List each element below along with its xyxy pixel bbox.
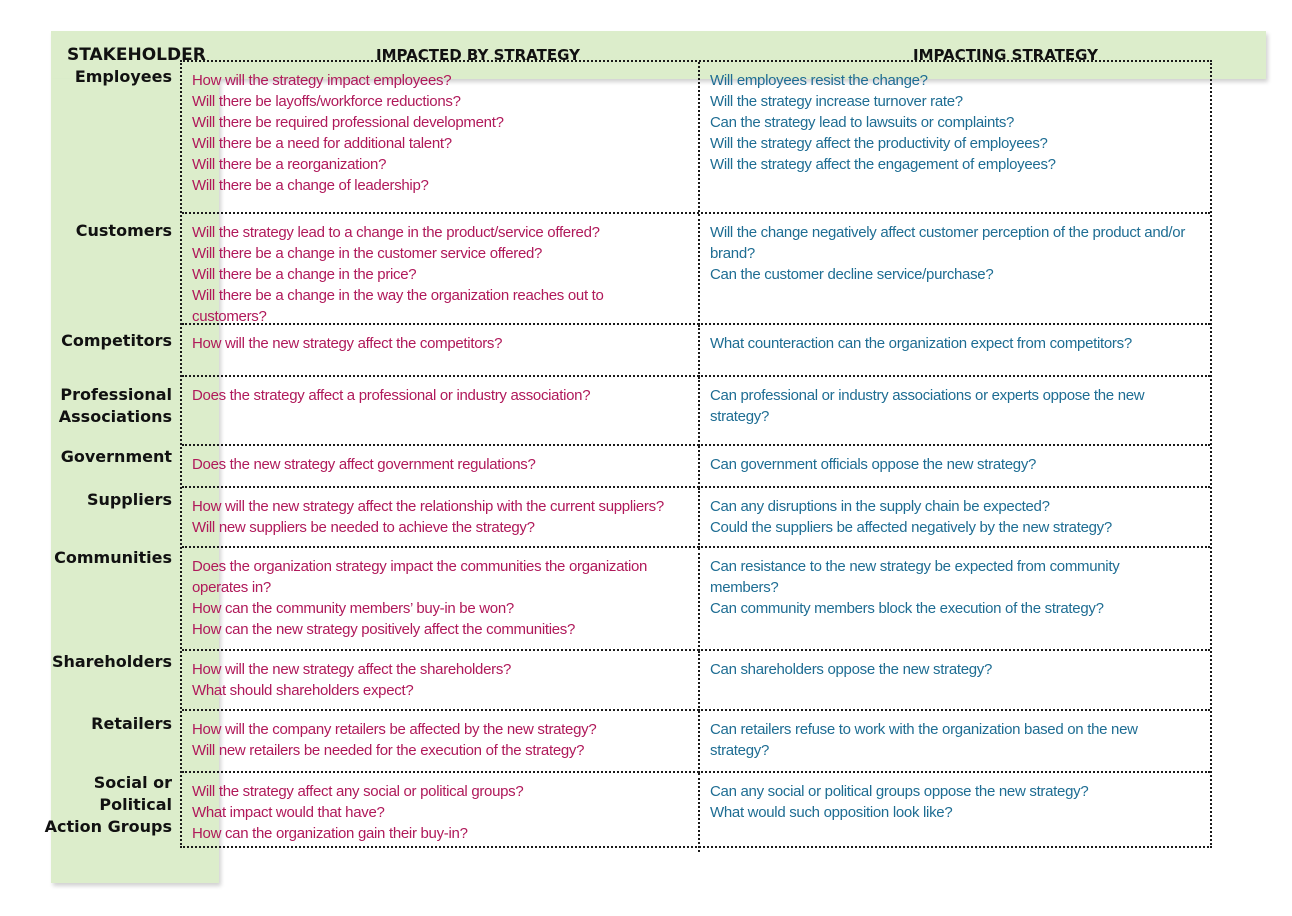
stakeholder-label: Government	[60, 447, 172, 466]
question-item: Can community members block the execution of the strategy?	[710, 600, 1104, 617]
question-item: How will the new strategy affect the competitors?	[192, 335, 503, 352]
impacted-question-list	[182, 62, 698, 196]
stakeholder-label: Retailers	[91, 714, 172, 733]
impacting-cell	[700, 446, 1214, 488]
question-item: Will the strategy lead to a change in the product/service offered?	[192, 224, 600, 241]
stakeholder-label: Customers	[75, 221, 172, 240]
stakeholder-label: Communities	[54, 548, 172, 567]
impacting-cell	[700, 214, 1214, 325]
question-item: How will the company retailers be affected by the new strategy?	[192, 721, 597, 738]
impacted-question-list	[182, 773, 698, 844]
table-row	[75, 212, 1210, 325]
table-row	[86, 486, 1210, 548]
impacting-question-list	[700, 62, 1214, 175]
question-item: Can shareholders oppose the new strategy?	[710, 661, 993, 678]
table-row	[74, 62, 1210, 212]
impacting-question-list	[700, 651, 1214, 680]
header-impacted: IMPACTED BY STRATEGY	[376, 46, 580, 64]
question-item: Will new retailers be needed for the execution of the strategy?	[192, 742, 585, 759]
impacting-question-list	[700, 488, 1214, 538]
question-item: What impact would that have?	[192, 804, 385, 821]
question-item: How will the new strategy affect the shareholders?	[192, 661, 512, 678]
question-item: What would such opposition look like?	[710, 804, 953, 821]
question-item: Does the organization strategy impact the communities the organization operates in?	[192, 558, 648, 596]
question-item: Will the change negatively affect customer perception of the product and/or brand?	[710, 224, 1186, 262]
question-item: How can the organization gain their buy-in?	[192, 825, 468, 842]
stakeholder-label: Suppliers	[86, 490, 172, 509]
question-item: Will employees resist the change?	[710, 72, 928, 89]
impacted-cell	[182, 548, 700, 651]
table-row	[54, 546, 1210, 651]
question-item: Will there be a change in the way the organization reaches out to customers?	[192, 287, 604, 325]
question-item: Will there be a change of leadership?	[192, 177, 429, 194]
impacting-cell	[700, 711, 1214, 773]
question-item: What counteraction can the organization expect from competitors?	[710, 335, 1132, 352]
impacted-cell	[182, 488, 700, 548]
table-row	[51, 649, 1210, 711]
impacting-question-list	[700, 711, 1214, 761]
impacting-cell	[700, 548, 1214, 651]
impacted-question-list	[182, 446, 698, 475]
impacting-question-list	[700, 214, 1214, 285]
table-row	[58, 375, 1210, 446]
question-item: Will the strategy affect the productivity of employees?	[710, 135, 1048, 152]
impacted-cell	[182, 214, 700, 325]
question-item: Will new suppliers be needed to achieve the strategy?	[192, 519, 535, 536]
question-item: Will there be layoffs/workforce reductions?	[192, 93, 461, 110]
impacted-cell	[182, 711, 700, 773]
question-item: Will there be required professional development?	[192, 114, 504, 131]
question-item: How will the strategy impact employees?	[192, 72, 452, 89]
table-row	[61, 323, 1210, 377]
stakeholder-label: Employees	[74, 67, 172, 86]
impacting-cell	[700, 377, 1214, 446]
question-item: Will there be a change in the customer service offered?	[192, 245, 543, 262]
impacting-cell	[700, 488, 1214, 548]
question-item: Will the strategy increase turnover rate?	[710, 93, 963, 110]
question-grid	[44, 60, 1212, 848]
table-row	[44, 771, 1210, 852]
impacting-question-list	[700, 325, 1214, 354]
impacted-question-list	[182, 377, 698, 406]
impacting-question-list	[700, 773, 1214, 823]
question-item: Can any disruptions in the supply chain be expected?	[710, 498, 1050, 515]
impacting-cell	[700, 651, 1214, 711]
impacting-question-list	[700, 377, 1214, 427]
impacted-question-list	[182, 651, 698, 701]
impacted-cell	[182, 773, 700, 852]
impacting-cell	[700, 325, 1214, 377]
question-item: How can the community members’ buy-in be won?	[192, 600, 514, 617]
impacted-question-list	[182, 214, 698, 327]
stakeholder-label: Social or Political Action Groups	[44, 773, 172, 836]
question-item: Does the strategy affect a professional or industry association?	[192, 387, 591, 404]
question-item: Can any social or political groups oppose the new strategy?	[710, 783, 1089, 800]
question-item: Will the strategy affect any social or political groups?	[192, 783, 524, 800]
question-item: Can resistance to the new strategy be expected from community members?	[710, 558, 1120, 596]
impacted-cell	[182, 377, 700, 446]
impacting-question-list	[700, 446, 1214, 475]
question-item: Will there be a change in the price?	[192, 266, 417, 283]
impacted-question-list	[182, 325, 698, 354]
impacted-cell	[182, 62, 700, 212]
question-item: Can professional or industry associations or experts oppose the new strategy?	[710, 387, 1145, 425]
table-row	[91, 709, 1210, 773]
header-stakeholder: STAKEHOLDER	[67, 45, 206, 65]
question-item: Could the suppliers be affected negatively by the new strategy?	[710, 519, 1112, 536]
impacting-question-list	[700, 548, 1214, 619]
impacted-cell	[182, 446, 700, 488]
table-row	[60, 444, 1210, 488]
impacted-question-list	[182, 711, 698, 761]
question-item: Can retailers refuse to work with the organization based on the new strategy?	[710, 721, 1138, 759]
question-item: Will there be a reorganization?	[192, 156, 387, 173]
stakeholder-label: Shareholders	[51, 652, 172, 671]
question-item: Will there be a need for additional talent?	[192, 135, 452, 152]
question-item: What should shareholders expect?	[192, 682, 414, 699]
impacted-cell	[182, 325, 700, 377]
impacting-cell	[700, 773, 1214, 852]
header-impacting: IMPACTING STRATEGY	[913, 46, 1098, 64]
stakeholder-label: Competitors	[61, 331, 172, 350]
question-item: How can the new strategy positively affect the communities?	[192, 621, 576, 638]
impacted-cell	[182, 651, 700, 711]
impacting-cell	[700, 62, 1214, 212]
question-item: Will the strategy affect the engagement of employees?	[710, 156, 1056, 173]
question-item: Can government officials oppose the new strategy?	[710, 456, 1037, 473]
question-item: How will the new strategy affect the relationship with the current suppliers?	[192, 498, 664, 515]
impacted-question-list	[182, 488, 698, 538]
impacted-question-list	[182, 548, 698, 640]
question-item: Does the new strategy affect government regulations?	[192, 456, 536, 473]
stakeholder-label: Professional Associations	[58, 385, 172, 426]
question-item: Can the strategy lead to lawsuits or complaints?	[710, 114, 1015, 131]
question-item: Can the customer decline service/purchase?	[710, 266, 994, 283]
